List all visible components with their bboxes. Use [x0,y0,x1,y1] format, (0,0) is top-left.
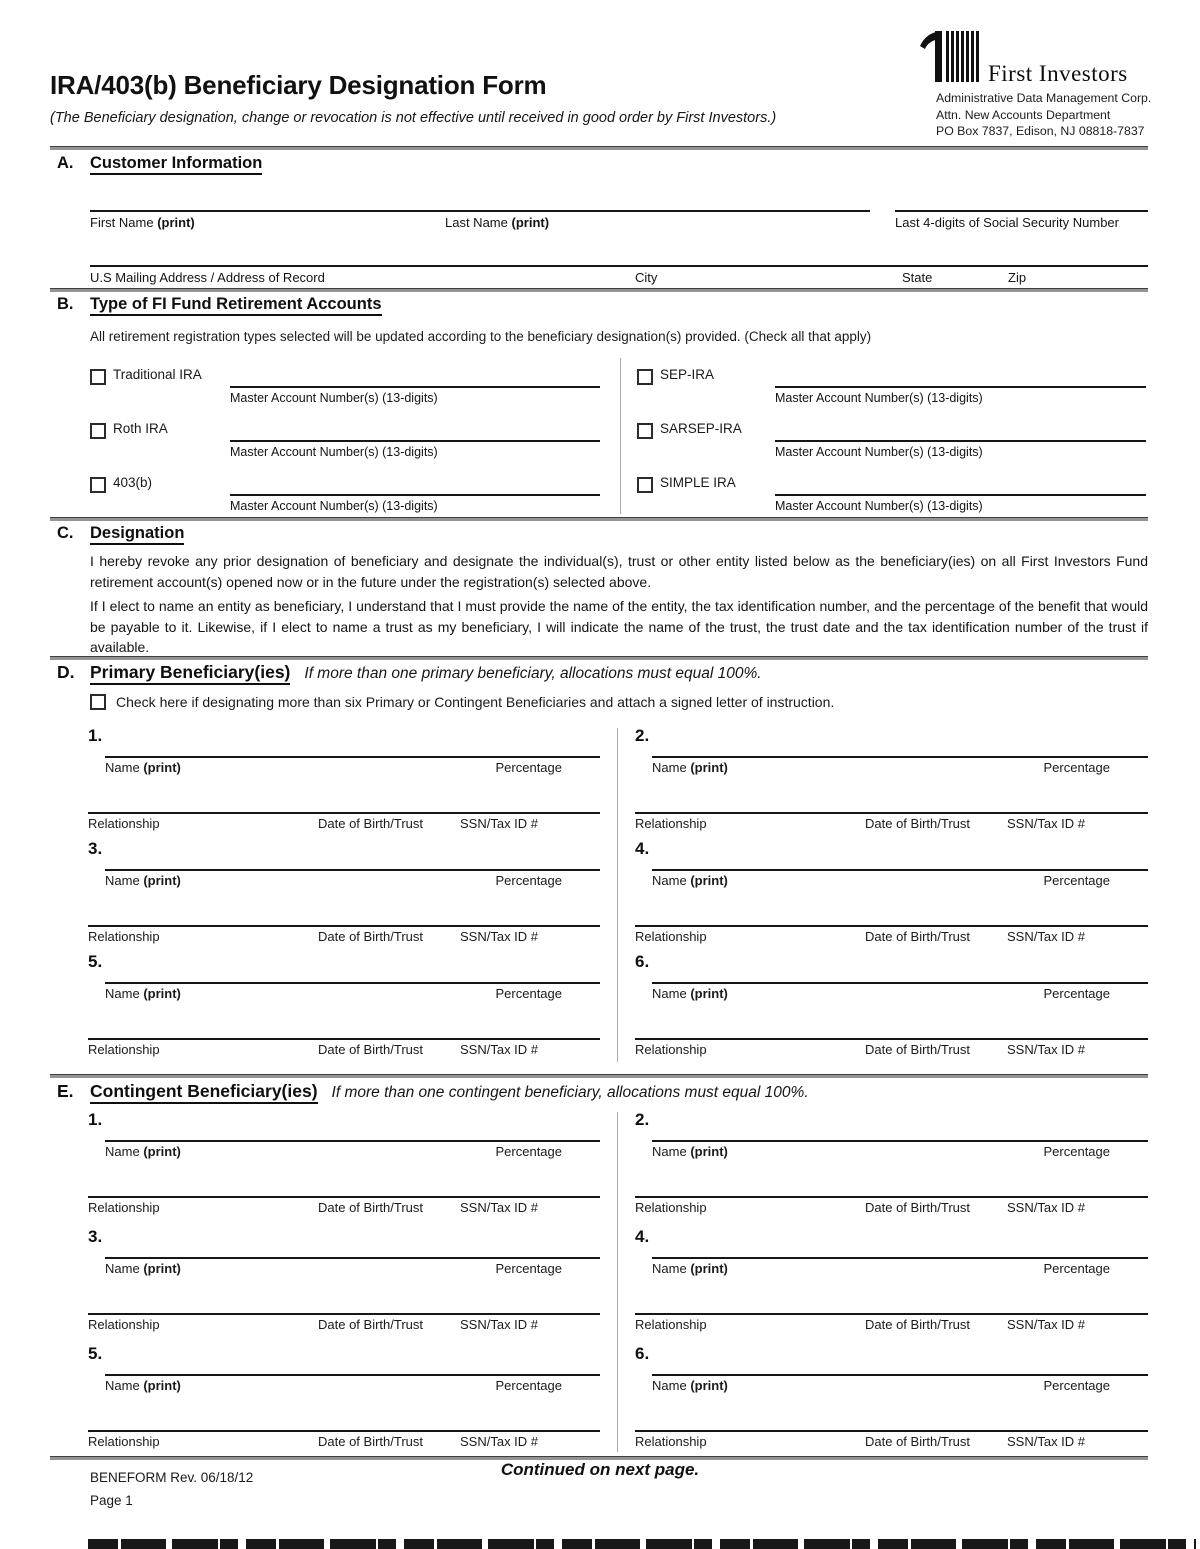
beneficiary-relationship-label: Relationship [88,1317,160,1332]
beneficiary-number: 2. [635,726,650,745]
beneficiary-relationship-line[interactable] [88,1430,600,1432]
beneficiary-relationship-label: Relationship [88,929,160,944]
account-type-column-right [637,360,1148,522]
beneficiary-birth-label: Date of Birth/Trust [318,1042,423,1057]
beneficiary-relationship-line[interactable] [88,1313,600,1315]
mailing-address-label: U.S Mailing Address / Address of Record [90,270,325,285]
beneficiary-block [88,726,600,839]
beneficiary-name-line[interactable] [105,1140,600,1142]
beneficiary-number: 1. [88,726,103,745]
beneficiary-block [635,1110,1148,1227]
ssn-input-line[interactable] [895,186,1148,212]
master-account-number-line[interactable] [230,414,600,442]
master-account-number-line[interactable] [230,360,600,388]
account-type-column-left [90,360,602,522]
beneficiary-block [88,839,600,952]
beneficiary-birth-label: Date of Birth/Trust [865,929,970,944]
state-label: State [902,270,933,285]
beneficiary-block [88,1344,600,1461]
logo-address-line: PO Box 7837, Edison, NJ 08818-7837 [936,124,1145,138]
beneficiary-block [635,952,1148,1065]
account-type-row [637,468,1148,522]
beneficiary-number: 3. [88,839,103,858]
beneficiary-birth-label: Date of Birth/Trust [865,1200,970,1215]
beneficiary-relationship-line[interactable] [88,925,600,927]
section-e-note: If more than one contingent beneficiary, allocations must equal 100%. [331,1084,809,1101]
master-account-number-label: Master Account Number(s) (13-digits) [230,445,438,459]
column-divider [620,358,621,514]
beneficiary-relationship-label: Relationship [635,816,707,831]
section-d-header [57,662,762,683]
account-type-row [90,360,602,414]
beneficiary-block [88,1227,600,1344]
section-letter: B. [57,295,74,313]
beneficiary-birth-label: Date of Birth/Trust [865,1317,970,1332]
beneficiary-name-label: Name (print) [105,1378,181,1393]
master-account-number-line[interactable] [775,414,1146,442]
designation-paragraph-2: If I elect to name an entity as beneficiary, I understand that I must provide the name of the entity, the tax identification number, and the percentage of the benefit that would be payable to it. Likewise, if I elect to name a trust as my beneficiary, I will indicate the name of the trust, the trust date and the tax identification number of the trust if available. [90,598,1148,655]
beneficiary-name-label: Name (print) [652,986,728,1001]
beneficiary-name-line[interactable] [105,1374,600,1376]
page-number: Page 1 [90,1493,133,1508]
primary-beneficiaries-grid [88,726,1148,1065]
beneficiary-block [635,839,1148,952]
beneficiary-percentage-label: Percentage [495,1378,562,1393]
section-a-header [57,154,262,173]
account-type-label: Traditional IRA [113,367,202,382]
beneficiary-percentage-label: Percentage [495,760,562,775]
beneficiary-percentage-label: Percentage [495,1144,562,1159]
first-name-label: First Name (print) [90,215,195,230]
page-title: IRA/403(b) Beneficiary Designation Form [50,70,547,100]
section-c-header [57,524,184,543]
beneficiary-percentage-label: Percentage [495,1261,562,1276]
beneficiary-tax-label: SSN/Tax ID # [460,1042,539,1057]
beneficiary-birth-label: Date of Birth/Trust [318,816,423,831]
name-input-line[interactable] [90,186,870,212]
beneficiary-percentage-label: Percentage [1043,873,1110,888]
beneficiary-relationship-label: Relationship [635,1317,707,1332]
logo-address-line: Administrative Data Management Corp. [936,91,1152,105]
beneficiary-name-line[interactable] [652,982,1148,984]
beneficiary-relationship-label: Relationship [635,929,707,944]
simple-ira-checkbox[interactable] [637,477,653,493]
beneficiary-tax-label: SSN/Tax ID # [460,1200,539,1215]
beneficiary-birth-label: Date of Birth/Trust [318,929,423,944]
section-d-note: If more than one primary beneficiary, allocations must equal 100%. [304,665,762,682]
city-label: City [635,270,658,285]
beneficiary-name-line[interactable] [105,869,600,871]
master-account-number-line[interactable] [775,360,1146,388]
account-type-label: SEP-IRA [660,367,715,382]
first-investors-logo-icon [918,30,982,87]
contingent-column-right [635,1110,1148,1461]
section-b-header [57,295,382,314]
beneficiary-relationship-label: Relationship [88,1042,160,1057]
beneficiary-relationship-line[interactable] [635,1313,1148,1315]
account-type-label: SIMPLE IRA [660,475,736,490]
brand-name: First Investors [988,61,1128,86]
beneficiary-relationship-line[interactable] [88,1038,600,1040]
beneficiary-name-label: Name (print) [652,760,728,775]
section-divider [50,517,1148,521]
contingent-beneficiaries-grid [88,1110,1148,1456]
column-divider [617,728,618,1062]
beneficiary-name-label: Name (print) [652,1144,728,1159]
beneficiary-tax-label: SSN/Tax ID # [1007,1317,1086,1332]
sarsep-ira-checkbox[interactable] [637,423,653,439]
form-code: BENEFORM Rev. 06/18/12 [90,1470,254,1485]
beneficiary-name-line[interactable] [105,1257,600,1259]
section-divider [50,1074,1148,1078]
master-account-field [775,414,1146,459]
beneficiary-percentage-label: Percentage [495,873,562,888]
beneficiary-number: 4. [635,839,650,858]
page-subtitle: (The Beneficiary designation, change or revocation is not effective until received in good order by First Investors.) [50,110,777,126]
beneficiary-name-line[interactable] [652,756,1148,758]
continued-note: Continued on next page. [500,1460,700,1479]
master-account-number-label: Master Account Number(s) (13-digits) [230,499,438,513]
master-account-field [230,360,600,405]
beneficiary-name-label: Name (print) [652,1261,728,1276]
section-e-header [57,1081,809,1102]
beneficiary-birth-label: Date of Birth/Trust [865,1434,970,1449]
section-title: Type of FI Fund Retirement Accounts [90,295,382,316]
beneficiary-name-line[interactable] [652,1374,1148,1376]
beneficiary-name-line[interactable] [652,869,1148,871]
master-account-number-label: Master Account Number(s) (13-digits) [230,391,438,405]
beneficiary-number: 5. [88,952,103,971]
beneficiary-block [635,726,1148,839]
account-type-row [637,360,1148,414]
more-than-six-beneficiaries-checkbox[interactable] [90,694,106,710]
beneficiary-relationship-line[interactable] [635,1430,1148,1432]
master-account-field [775,360,1146,405]
beneficiary-percentage-label: Percentage [1043,1144,1110,1159]
account-type-label: SARSEP-IRA [660,421,742,436]
contingent-column-left [88,1110,600,1461]
beneficiary-tax-label: SSN/Tax ID # [1007,1042,1086,1057]
beneficiary-relationship-line[interactable] [635,1038,1148,1040]
beneficiary-tax-label: SSN/Tax ID # [1007,1200,1086,1215]
primary-column-right [635,726,1148,1065]
beneficiary-name-label: Name (print) [105,873,181,888]
beneficiary-tax-label: SSN/Tax ID # [1007,1434,1086,1449]
beneficiary-relationship-line[interactable] [635,812,1148,814]
zip-label: Zip [1008,270,1027,285]
section-divider [50,288,1148,292]
beneficiary-name-label: Name (print) [105,986,181,1001]
section-title: Customer Information [90,154,262,175]
section-letter: A. [57,154,74,172]
address-input-line[interactable] [90,241,1148,267]
section-letter: D. [57,662,75,682]
section-letter: E. [57,1081,74,1101]
beneficiary-name-line[interactable] [652,1140,1148,1142]
beneficiary-name-line[interactable] [105,982,600,984]
beneficiary-block [88,1110,600,1227]
beneficiary-relationship-label: Relationship [88,1200,160,1215]
beneficiary-name-label: Name (print) [652,873,728,888]
master-account-number-label: Master Account Number(s) (13-digits) [775,499,983,513]
master-account-number-line[interactable] [230,468,600,496]
last-name-label: Last Name (print) [445,215,550,230]
designation-paragraph-1: I hereby revoke any prior designation of beneficiary and designate the individual(s), trust or other entity listed below as the beneficiary(ies) on all First Investors Fund retirement account(s) opened now or in the future under the registration(s) selected above. [90,553,1148,590]
beneficiary-tax-label: SSN/Tax ID # [460,1317,539,1332]
account-type-row [90,414,602,468]
section-letter: C. [57,524,74,542]
beneficiary-name-label: Name (print) [652,1378,728,1393]
beneficiary-relationship-line[interactable] [635,925,1148,927]
scan-edge-bar [88,1539,1196,1549]
section-b-intro: All retirement registration types selected will be updated according to the beneficiary designation(s) provided. (Check all that apply) [90,329,872,344]
beneficiary-relationship-label: Relationship [635,1434,707,1449]
master-account-field [230,468,600,513]
403-b-checkbox[interactable] [90,477,106,493]
beneficiary-block [88,952,600,1065]
beneficiary-number: 4. [635,1227,650,1246]
beneficiary-name-label: Name (print) [105,1261,181,1276]
beneficiary-number: 2. [635,1110,650,1129]
account-type-label: Roth IRA [113,421,168,436]
master-account-field [230,414,600,459]
master-account-number-line[interactable] [775,468,1146,496]
more-than-six-row [90,694,834,710]
beneficiary-birth-label: Date of Birth/Trust [865,816,970,831]
beneficiary-relationship-line[interactable] [635,1196,1148,1198]
beneficiary-relationship-label: Relationship [88,1434,160,1449]
beneficiary-birth-label: Date of Birth/Trust [318,1434,423,1449]
beneficiary-number: 1. [88,1110,103,1129]
beneficiary-name-line[interactable] [105,756,600,758]
beneficiary-birth-label: Date of Birth/Trust [865,1042,970,1057]
beneficiary-birth-label: Date of Birth/Trust [318,1317,423,1332]
master-account-field [775,468,1146,513]
beneficiary-percentage-label: Percentage [1043,986,1110,1001]
master-account-number-label: Master Account Number(s) (13-digits) [775,391,983,405]
beneficiary-relationship-label: Relationship [635,1200,707,1215]
beneficiary-relationship-line[interactable] [88,1196,600,1198]
beneficiary-percentage-label: Percentage [1043,760,1110,775]
account-type-row [637,414,1148,468]
section-title: Contingent Beneficiary(ies) [90,1081,318,1104]
beneficiary-tax-label: SSN/Tax ID # [460,1434,539,1449]
beneficiary-number: 6. [635,1344,650,1363]
beneficiary-number: 6. [635,952,650,971]
beneficiary-number: 3. [88,1227,103,1246]
address-field-group [90,241,1148,285]
form-header [50,70,910,126]
beneficiary-relationship-label: Relationship [88,816,160,831]
section-divider [50,656,1148,660]
section-title: Primary Beneficiary(ies) [90,662,290,685]
section-divider [50,146,1148,150]
sep-ira-checkbox[interactable] [637,369,653,385]
more-than-six-label: Check here if designating more than six Primary or Contingent Beneficiaries and attach a signed letter of instruction. [116,694,835,710]
ssn-field-group [895,186,1148,230]
account-type-row [90,468,602,522]
beneficiary-percentage-label: Percentage [495,986,562,1001]
logo-address-line: Attn. New Accounts Department [936,107,1111,122]
beneficiary-tax-label: SSN/Tax ID # [460,816,539,831]
beneficiary-name-label: Name (print) [105,1144,181,1159]
master-account-number-label: Master Account Number(s) (13-digits) [775,445,983,459]
beneficiary-relationship-line[interactable] [88,812,600,814]
beneficiary-tax-label: SSN/Tax ID # [460,929,539,944]
beneficiary-block [635,1227,1148,1344]
beneficiary-birth-label: Date of Birth/Trust [318,1200,423,1215]
first-investors-logo [918,30,1154,140]
beneficiary-tax-label: SSN/Tax ID # [1007,816,1086,831]
beneficiary-name-line[interactable] [652,1257,1148,1259]
beneficiary-number: 5. [88,1344,103,1363]
beneficiary-percentage-label: Percentage [1043,1378,1110,1393]
beneficiary-tax-label: SSN/Tax ID # [1007,929,1086,944]
beneficiary-block [635,1344,1148,1461]
column-divider [617,1112,618,1452]
roth-ira-checkbox[interactable] [90,423,106,439]
ssn-label: Last 4-digits of Social Security Number [895,215,1119,230]
beneficiary-percentage-label: Percentage [1043,1261,1110,1276]
account-type-label: 403(b) [113,475,153,490]
section-title: Designation [90,524,184,545]
primary-column-left [88,726,600,1065]
beneficiary-name-label: Name (print) [105,760,181,775]
traditional-ira-checkbox[interactable] [90,369,106,385]
beneficiary-relationship-label: Relationship [635,1042,707,1057]
name-field-group [90,186,870,230]
